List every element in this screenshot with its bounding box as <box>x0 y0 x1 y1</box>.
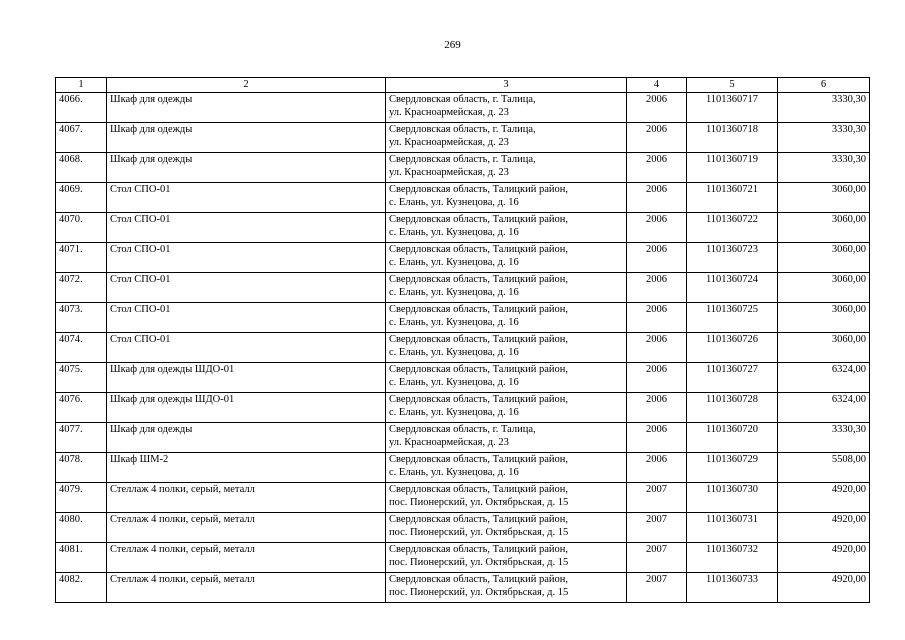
item-name: Стеллаж 4 полки, серый, металл <box>107 513 386 543</box>
item-cost: 3330,30 <box>778 123 870 153</box>
item-name: Стол СПО-01 <box>107 303 386 333</box>
item-address <box>386 273 627 303</box>
inventory-number: 1101360727 <box>687 363 778 393</box>
item-year: 2006 <box>627 303 687 333</box>
item-year: 2006 <box>627 123 687 153</box>
item-name: Шкаф для одежды <box>107 153 386 183</box>
address-line-1: Свердловская область, Талицкий район, <box>389 304 569 315</box>
table-row <box>56 453 870 483</box>
item-cost: 3330,30 <box>778 93 870 123</box>
table-row <box>56 183 870 213</box>
address-line-2: с. Елань, ул. Кузнецова, д. 16 <box>389 257 519 268</box>
table-row <box>56 153 870 183</box>
item-cost: 3060,00 <box>778 243 870 273</box>
item-year: 2006 <box>627 153 687 183</box>
address-line-1: Свердловская область, Талицкий район, <box>389 214 569 225</box>
address-line-2: с. Елань, ул. Кузнецова, д. 16 <box>389 227 519 238</box>
item-cost: 4920,00 <box>778 543 870 573</box>
item-year: 2006 <box>627 393 687 423</box>
item-cost: 3060,00 <box>778 183 870 213</box>
item-year: 2006 <box>627 213 687 243</box>
item-cost: 3060,00 <box>778 333 870 363</box>
address-line-1: Свердловская область, Талицкий район, <box>389 334 569 345</box>
item-cost: 3060,00 <box>778 213 870 243</box>
inventory-number: 1101360732 <box>687 543 778 573</box>
address-line-1: Свердловская область, Талицкий район, <box>389 364 569 375</box>
item-year: 2006 <box>627 363 687 393</box>
item-year: 2007 <box>627 483 687 513</box>
inventory-number: 1101360733 <box>687 573 778 603</box>
address-line-1: Свердловская область, Талицкий район, <box>389 184 569 195</box>
property-registry-table <box>55 77 870 603</box>
row-number: 4069. <box>56 183 107 213</box>
item-address <box>386 423 627 453</box>
item-name: Стол СПО-01 <box>107 213 386 243</box>
row-number: 4082. <box>56 573 107 603</box>
row-number: 4073. <box>56 303 107 333</box>
inventory-number: 1101360719 <box>687 153 778 183</box>
item-cost: 6324,00 <box>778 363 870 393</box>
address-line-2: с. Елань, ул. Кузнецова, д. 16 <box>389 467 519 478</box>
item-address <box>386 123 627 153</box>
item-year: 2007 <box>627 573 687 603</box>
item-year: 2007 <box>627 513 687 543</box>
table-row <box>56 243 870 273</box>
address-line-2: ул. Красноармейская, д. 23 <box>389 437 509 448</box>
item-address <box>386 513 627 543</box>
row-number: 4068. <box>56 153 107 183</box>
address-line-2: пос. Пионерский, ул. Октябрьская, д. 15 <box>389 587 569 598</box>
address-line-1: Свердловская область, Талицкий район, <box>389 454 569 465</box>
item-cost: 4920,00 <box>778 483 870 513</box>
item-name: Стол СПО-01 <box>107 333 386 363</box>
item-name: Стеллаж 4 полки, серый, металл <box>107 543 386 573</box>
item-address <box>386 453 627 483</box>
address-line-2: с. Елань, ул. Кузнецова, д. 16 <box>389 347 519 358</box>
item-name: Стол СПО-01 <box>107 243 386 273</box>
row-number: 4074. <box>56 333 107 363</box>
item-name: Шкаф для одежды ШДО-01 <box>107 363 386 393</box>
address-line-2: ул. Красноармейская, д. 23 <box>389 107 509 118</box>
column-header-name: 2 <box>107 78 386 93</box>
address-line-1: Свердловская область, Талицкий район, <box>389 514 569 525</box>
row-number: 4078. <box>56 453 107 483</box>
item-cost: 3330,30 <box>778 423 870 453</box>
column-header-cost: 6 <box>778 78 870 93</box>
page-number: 269 <box>444 39 461 51</box>
address-line-2: ул. Красноармейская, д. 23 <box>389 167 509 178</box>
address-line-2: ул. Красноармейская, д. 23 <box>389 137 509 148</box>
item-address <box>386 243 627 273</box>
inventory-number: 1101360725 <box>687 303 778 333</box>
row-number: 4077. <box>56 423 107 453</box>
table-row <box>56 93 870 123</box>
row-number: 4071. <box>56 243 107 273</box>
address-line-1: Свердловская область, Талицкий район, <box>389 574 569 585</box>
item-year: 2007 <box>627 543 687 573</box>
inventory-number: 1101360720 <box>687 423 778 453</box>
item-name: Стеллаж 4 полки, серый, металл <box>107 483 386 513</box>
item-year: 2006 <box>627 333 687 363</box>
inventory-number: 1101360729 <box>687 453 778 483</box>
item-address <box>386 93 627 123</box>
item-address <box>386 363 627 393</box>
inventory-number: 1101360731 <box>687 513 778 543</box>
item-address <box>386 543 627 573</box>
table-row <box>56 363 870 393</box>
row-number: 4070. <box>56 213 107 243</box>
row-number: 4066. <box>56 93 107 123</box>
row-number: 4075. <box>56 363 107 393</box>
row-number: 4079. <box>56 483 107 513</box>
item-name: Шкаф для одежды ШДО-01 <box>107 393 386 423</box>
item-name: Шкаф для одежды <box>107 93 386 123</box>
row-number: 4076. <box>56 393 107 423</box>
item-address <box>386 573 627 603</box>
item-cost: 4920,00 <box>778 513 870 543</box>
item-address <box>386 213 627 243</box>
row-number: 4081. <box>56 543 107 573</box>
item-cost: 3330,30 <box>778 153 870 183</box>
item-year: 2006 <box>627 183 687 213</box>
row-number: 4067. <box>56 123 107 153</box>
address-line-1: Свердловская область, Талицкий район, <box>389 244 569 255</box>
column-header-inventory-number: 5 <box>687 78 778 93</box>
item-name: Стеллаж 4 полки, серый, металл <box>107 573 386 603</box>
table-body <box>56 93 870 603</box>
item-address <box>386 303 627 333</box>
table-row <box>56 333 870 363</box>
item-name: Стол СПО-01 <box>107 273 386 303</box>
table-header <box>56 78 870 93</box>
address-line-1: Свердловская область, г. Талица, <box>389 424 536 435</box>
address-line-1: Свердловская область, г. Талица, <box>389 154 536 165</box>
address-line-1: Свердловская область, Талицкий район, <box>389 544 569 555</box>
address-line-1: Свердловская область, Талицкий район, <box>389 394 569 405</box>
table-row <box>56 573 870 603</box>
table-row <box>56 483 870 513</box>
item-name: Шкаф ШМ-2 <box>107 453 386 483</box>
table-row <box>56 423 870 453</box>
item-name: Шкаф для одежды <box>107 123 386 153</box>
item-name: Стол СПО-01 <box>107 183 386 213</box>
inventory-number: 1101360726 <box>687 333 778 363</box>
table-row <box>56 303 870 333</box>
address-line-1: Свердловская область, г. Талица, <box>389 124 536 135</box>
item-address <box>386 393 627 423</box>
item-year: 2006 <box>627 273 687 303</box>
item-address <box>386 483 627 513</box>
item-address <box>386 153 627 183</box>
address-line-1: Свердловская область, Талицкий район, <box>389 484 569 495</box>
column-header-number: 1 <box>56 78 107 93</box>
address-line-2: пос. Пионерский, ул. Октябрьская, д. 15 <box>389 497 569 508</box>
address-line-2: пос. Пионерский, ул. Октябрьская, д. 15 <box>389 527 569 538</box>
item-address <box>386 183 627 213</box>
item-year: 2006 <box>627 243 687 273</box>
inventory-number: 1101360723 <box>687 243 778 273</box>
item-cost: 6324,00 <box>778 393 870 423</box>
row-number: 4080. <box>56 513 107 543</box>
inventory-number: 1101360717 <box>687 93 778 123</box>
item-cost: 5508,00 <box>778 453 870 483</box>
address-line-1: Свердловская область, Талицкий район, <box>389 274 569 285</box>
inventory-number: 1101360722 <box>687 213 778 243</box>
column-header-year: 4 <box>627 78 687 93</box>
inventory-number: 1101360728 <box>687 393 778 423</box>
address-line-1: Свердловская область, г. Талица, <box>389 94 536 105</box>
address-line-2: с. Елань, ул. Кузнецова, д. 16 <box>389 317 519 328</box>
item-cost: 3060,00 <box>778 273 870 303</box>
table-row <box>56 213 870 243</box>
inventory-number: 1101360721 <box>687 183 778 213</box>
table-row <box>56 393 870 423</box>
row-number: 4072. <box>56 273 107 303</box>
item-year: 2006 <box>627 453 687 483</box>
inventory-number: 1101360730 <box>687 483 778 513</box>
item-cost: 3060,00 <box>778 303 870 333</box>
table-row <box>56 273 870 303</box>
item-address <box>386 333 627 363</box>
inventory-number: 1101360718 <box>687 123 778 153</box>
address-line-2: с. Елань, ул. Кузнецова, д. 16 <box>389 197 519 208</box>
item-year: 2006 <box>627 93 687 123</box>
address-line-2: с. Елань, ул. Кузнецова, д. 16 <box>389 407 519 418</box>
address-line-2: с. Елань, ул. Кузнецова, д. 16 <box>389 287 519 298</box>
table-row <box>56 513 870 543</box>
address-line-2: с. Елань, ул. Кузнецова, д. 16 <box>389 377 519 388</box>
inventory-number: 1101360724 <box>687 273 778 303</box>
table-row <box>56 543 870 573</box>
item-cost: 4920,00 <box>778 573 870 603</box>
table-row <box>56 123 870 153</box>
header-row <box>56 78 870 93</box>
address-line-2: пос. Пионерский, ул. Октябрьская, д. 15 <box>389 557 569 568</box>
item-name: Шкаф для одежды <box>107 423 386 453</box>
column-header-address: 3 <box>386 78 627 93</box>
item-year: 2006 <box>627 423 687 453</box>
